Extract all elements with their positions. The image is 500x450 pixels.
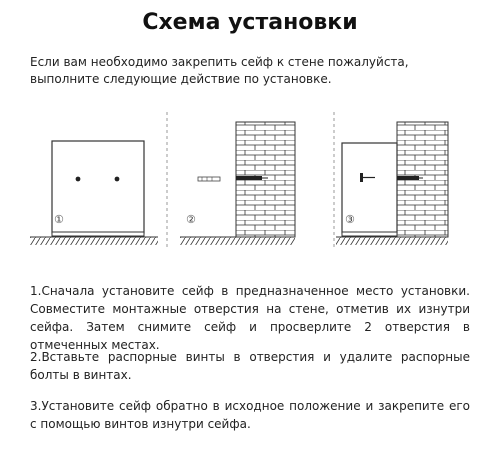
safe-base: [52, 232, 144, 236]
page-title: Схема установки: [142, 10, 358, 35]
expansion-bolt-icon: [198, 177, 220, 181]
safe-body: [52, 141, 144, 233]
step-2-text: 2.Вставьте распорные винты в отверстия и удалите распорные болты в винтах.: [30, 350, 470, 382]
installation-diagram: [0, 110, 500, 260]
ground-hatch: [30, 237, 158, 245]
panel-3-label: ③: [345, 213, 355, 226]
panel-1-diagram: [30, 141, 158, 245]
panel-3-diagram: [336, 122, 448, 245]
intro-text: Если вам необходимо закрепить сейф к стене пожалуйста, выполните следующие действие по установке.: [30, 55, 409, 86]
ground-hatch: [336, 237, 448, 245]
mounting-hole: [76, 177, 81, 182]
panel-1-label: ①: [54, 213, 64, 226]
ground-hatch: [180, 237, 295, 245]
mounting-hole: [115, 177, 120, 182]
panel-2-label: ②: [186, 213, 196, 226]
step-3-text: 3.Установите сейф обратно в исходное положение и закрепите его с помощью винтов изнутри сейфа.: [30, 399, 470, 431]
panel-2-diagram: [180, 122, 295, 245]
safe-base: [342, 232, 397, 236]
step-1-text: 1.Сначала установите сейф в предназначенное место установки. Совместите монтажные отверстия на стене, отметив их изнутри сейфа. Затем снимите сейф и просверлите 2 отверстия в отмеченных местах.: [30, 284, 470, 352]
